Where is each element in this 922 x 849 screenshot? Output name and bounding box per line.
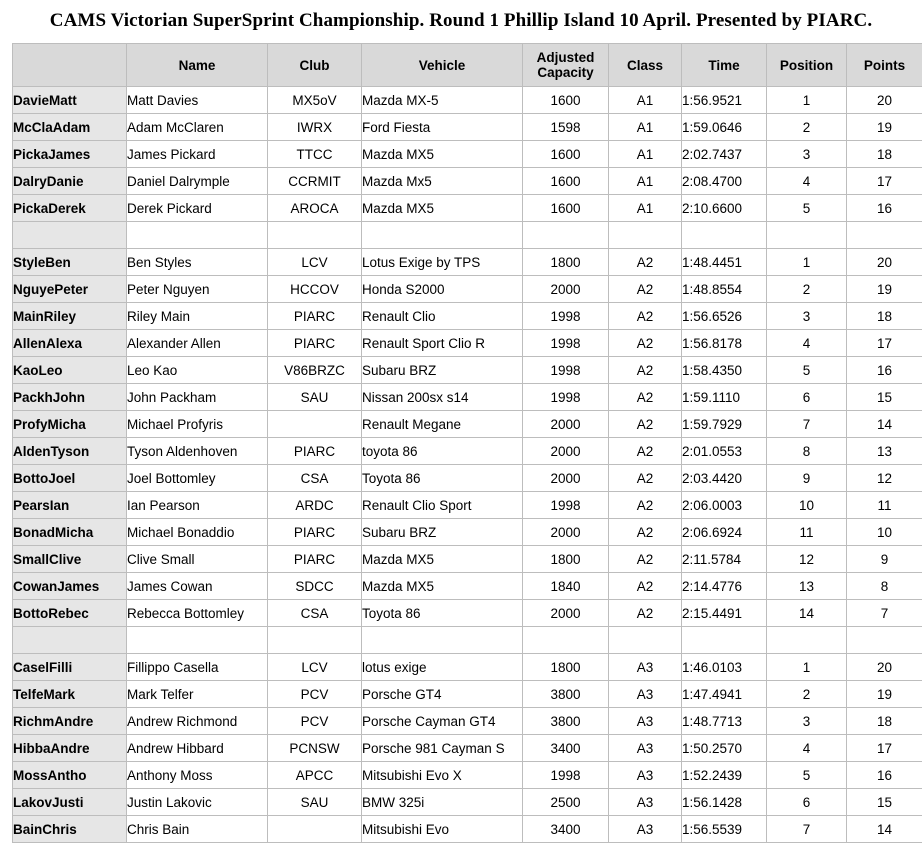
table-row [13, 789, 922, 816]
cell-driver-code: DavieMatt [13, 87, 127, 114]
cell-position: 11 [767, 519, 847, 546]
cell-time: 2:08.4700 [682, 168, 767, 195]
cell-driver-name: Mark Telfer [127, 681, 268, 708]
cell-club: SDCC [268, 573, 362, 600]
cell-class: A2 [609, 276, 682, 303]
cell-points: 14 [847, 411, 922, 438]
cell-driver-name: Anthony Moss [127, 762, 268, 789]
cell-class: A1 [609, 114, 682, 141]
header-id [13, 44, 127, 87]
table-row [13, 114, 922, 141]
cell-time: 1:59.1110 [682, 384, 767, 411]
cell-club: V86BRZC [268, 357, 362, 384]
cell-class: A3 [609, 708, 682, 735]
table-row [13, 519, 922, 546]
cell-points: 12 [847, 465, 922, 492]
cell-points [847, 222, 922, 249]
cell-class: A3 [609, 681, 682, 708]
cell-driver-name: James Cowan [127, 573, 268, 600]
cell-points: 19 [847, 276, 922, 303]
cell-club: LCV [268, 249, 362, 276]
cell-capacity: 3800 [523, 681, 609, 708]
cell-class: A2 [609, 465, 682, 492]
cell-time: 1:48.8554 [682, 276, 767, 303]
cell-class [609, 627, 682, 654]
table-row [13, 546, 922, 573]
table-row [13, 384, 922, 411]
cell-capacity [523, 627, 609, 654]
cell-capacity: 1998 [523, 303, 609, 330]
header-class: Class [609, 44, 682, 87]
cell-class: A2 [609, 519, 682, 546]
cell-class: A2 [609, 357, 682, 384]
cell-vehicle [362, 627, 523, 654]
cell-driver-code: DalryDanie [13, 168, 127, 195]
cell-vehicle: Mazda MX5 [362, 546, 523, 573]
cell-class: A2 [609, 330, 682, 357]
header-points: Points [847, 44, 922, 87]
cell-position: 2 [767, 276, 847, 303]
cell-position: 14 [767, 600, 847, 627]
table-row [13, 168, 922, 195]
cell-driver-name: Michael Profyris [127, 411, 268, 438]
cell-position: 13 [767, 573, 847, 600]
table-row [13, 141, 922, 168]
header-name: Name [127, 44, 268, 87]
cell-position: 3 [767, 141, 847, 168]
cell-time: 2:02.7437 [682, 141, 767, 168]
cell-points [847, 627, 922, 654]
cell-driver-code: HibbaAndre [13, 735, 127, 762]
cell-club: TTCC [268, 141, 362, 168]
cell-class: A2 [609, 303, 682, 330]
cell-class: A3 [609, 789, 682, 816]
cell-driver-name: John Packham [127, 384, 268, 411]
cell-points: 19 [847, 681, 922, 708]
cell-club: PIARC [268, 330, 362, 357]
cell-class: A3 [609, 735, 682, 762]
cell-time: 1:56.9521 [682, 87, 767, 114]
cell-vehicle: lotus exige [362, 654, 523, 681]
cell-points: 14 [847, 816, 922, 843]
cell-vehicle: Mazda MX5 [362, 573, 523, 600]
cell-driver-code: TelfeMark [13, 681, 127, 708]
cell-position: 5 [767, 762, 847, 789]
cell-class: A2 [609, 600, 682, 627]
header-capacity: Adjusted Capacity [523, 44, 609, 87]
cell-capacity: 1800 [523, 249, 609, 276]
cell-capacity: 1600 [523, 168, 609, 195]
cell-driver-name [127, 627, 268, 654]
cell-driver-code: BottoRebec [13, 600, 127, 627]
cell-time: 1:48.7713 [682, 708, 767, 735]
cell-position: 6 [767, 789, 847, 816]
cell-vehicle: Mazda Mx5 [362, 168, 523, 195]
cell-club: APCC [268, 762, 362, 789]
cell-capacity: 1600 [523, 141, 609, 168]
cell-position: 3 [767, 708, 847, 735]
cell-vehicle: Ford Fiesta [362, 114, 523, 141]
cell-driver-code: MainRiley [13, 303, 127, 330]
cell-vehicle: Renault Megane [362, 411, 523, 438]
cell-class: A1 [609, 141, 682, 168]
cell-driver-code: PickaDerek [13, 195, 127, 222]
cell-position: 1 [767, 249, 847, 276]
cell-time: 1:59.0646 [682, 114, 767, 141]
cell-time: 2:15.4491 [682, 600, 767, 627]
cell-class: A1 [609, 87, 682, 114]
cell-time [682, 222, 767, 249]
cell-time: 1:47.4941 [682, 681, 767, 708]
table-row [13, 195, 922, 222]
cell-vehicle: Porsche Cayman GT4 [362, 708, 523, 735]
cell-driver-code: PearsIan [13, 492, 127, 519]
cell-club: PIARC [268, 303, 362, 330]
cell-vehicle: Porsche GT4 [362, 681, 523, 708]
cell-class: A1 [609, 195, 682, 222]
cell-driver-name: Tyson Aldenhoven [127, 438, 268, 465]
cell-time: 2:10.6600 [682, 195, 767, 222]
cell-vehicle: Mazda MX5 [362, 141, 523, 168]
header-position: Position [767, 44, 847, 87]
cell-driver-code: AldenTyson [13, 438, 127, 465]
cell-capacity: 1998 [523, 762, 609, 789]
cell-club [268, 627, 362, 654]
cell-time: 1:46.0103 [682, 654, 767, 681]
cell-vehicle: Renault Clio [362, 303, 523, 330]
cell-time: 1:59.7929 [682, 411, 767, 438]
cell-time [682, 627, 767, 654]
cell-driver-name: Justin Lakovic [127, 789, 268, 816]
cell-points: 8 [847, 573, 922, 600]
cell-driver-code: RichmAndre [13, 708, 127, 735]
cell-vehicle [362, 222, 523, 249]
cell-points: 16 [847, 195, 922, 222]
results-table [12, 43, 922, 843]
cell-capacity: 1598 [523, 114, 609, 141]
cell-driver-name: Derek Pickard [127, 195, 268, 222]
cell-time: 1:56.8178 [682, 330, 767, 357]
cell-capacity: 1998 [523, 384, 609, 411]
cell-capacity: 2000 [523, 276, 609, 303]
table-row [13, 600, 922, 627]
cell-capacity: 1800 [523, 546, 609, 573]
cell-points: 10 [847, 519, 922, 546]
cell-position: 6 [767, 384, 847, 411]
cell-points: 20 [847, 87, 922, 114]
cell-vehicle: Nissan 200sx s14 [362, 384, 523, 411]
table-row [13, 654, 922, 681]
cell-vehicle: Renault Sport Clio R [362, 330, 523, 357]
cell-driver-code: StyleBen [13, 249, 127, 276]
cell-time: 1:56.1428 [682, 789, 767, 816]
cell-time: 1:56.5539 [682, 816, 767, 843]
table-row [13, 708, 922, 735]
cell-driver-name: Chris Bain [127, 816, 268, 843]
cell-vehicle: Mitsubishi Evo [362, 816, 523, 843]
cell-club: CCRMIT [268, 168, 362, 195]
cell-capacity: 1998 [523, 357, 609, 384]
cell-points: 17 [847, 168, 922, 195]
cell-position: 7 [767, 411, 847, 438]
cell-driver-code: BonadMicha [13, 519, 127, 546]
table-row [13, 411, 922, 438]
cell-position: 4 [767, 735, 847, 762]
cell-driver-code: McClaAdam [13, 114, 127, 141]
cell-class: A2 [609, 546, 682, 573]
cell-points: 13 [847, 438, 922, 465]
cell-vehicle: Toyota 86 [362, 465, 523, 492]
cell-position: 2 [767, 681, 847, 708]
table-row [13, 492, 922, 519]
cell-class: A3 [609, 762, 682, 789]
cell-points: 16 [847, 762, 922, 789]
cell-position: 2 [767, 114, 847, 141]
cell-club: CSA [268, 600, 362, 627]
cell-time: 2:11.5784 [682, 546, 767, 573]
cell-class [609, 222, 682, 249]
cell-capacity: 2500 [523, 789, 609, 816]
cell-driver-name: James Pickard [127, 141, 268, 168]
cell-time: 1:56.6526 [682, 303, 767, 330]
cell-class: A3 [609, 816, 682, 843]
cell-class: A2 [609, 249, 682, 276]
cell-position: 10 [767, 492, 847, 519]
cell-driver-code: BottoJoel [13, 465, 127, 492]
cell-capacity: 1998 [523, 330, 609, 357]
cell-points: 16 [847, 357, 922, 384]
table-row [13, 465, 922, 492]
cell-vehicle: Lotus Exige by TPS [362, 249, 523, 276]
cell-class: A2 [609, 438, 682, 465]
spacer-row [13, 627, 922, 654]
header-vehicle: Vehicle [362, 44, 523, 87]
cell-class: A2 [609, 573, 682, 600]
cell-position: 7 [767, 816, 847, 843]
cell-driver-name: Peter Nguyen [127, 276, 268, 303]
cell-driver-code: BainChris [13, 816, 127, 843]
table-row [13, 87, 922, 114]
cell-driver-code: KaoLeo [13, 357, 127, 384]
cell-driver-code: NguyePeter [13, 276, 127, 303]
cell-points: 17 [847, 330, 922, 357]
cell-club: ARDC [268, 492, 362, 519]
cell-vehicle: Mazda MX5 [362, 195, 523, 222]
cell-club: LCV [268, 654, 362, 681]
cell-class: A3 [609, 654, 682, 681]
cell-club: PCV [268, 708, 362, 735]
cell-time: 2:14.4776 [682, 573, 767, 600]
cell-club: CSA [268, 465, 362, 492]
cell-driver-name: Fillippo Casella [127, 654, 268, 681]
cell-driver-name: Andrew Hibbard [127, 735, 268, 762]
table-row [13, 681, 922, 708]
cell-class: A2 [609, 492, 682, 519]
cell-vehicle: Porsche 981 Cayman S [362, 735, 523, 762]
cell-vehicle: toyota 86 [362, 438, 523, 465]
cell-capacity: 2000 [523, 438, 609, 465]
cell-position: 1 [767, 87, 847, 114]
cell-points: 9 [847, 546, 922, 573]
cell-points: 18 [847, 141, 922, 168]
cell-position [767, 627, 847, 654]
cell-points: 7 [847, 600, 922, 627]
cell-driver-code: MossAntho [13, 762, 127, 789]
cell-club: PIARC [268, 438, 362, 465]
cell-class: A2 [609, 411, 682, 438]
cell-position: 4 [767, 168, 847, 195]
cell-capacity [523, 222, 609, 249]
cell-driver-code: PickaJames [13, 141, 127, 168]
cell-driver-name: Ben Styles [127, 249, 268, 276]
cell-driver-code: ProfyMicha [13, 411, 127, 438]
header-row [13, 44, 922, 87]
cell-driver-code: SmallClive [13, 546, 127, 573]
spacer-row [13, 222, 922, 249]
table-row [13, 249, 922, 276]
cell-points: 17 [847, 735, 922, 762]
cell-position: 3 [767, 303, 847, 330]
cell-time: 2:06.0003 [682, 492, 767, 519]
cell-club: HCCOV [268, 276, 362, 303]
cell-capacity: 1600 [523, 195, 609, 222]
cell-time: 2:03.4420 [682, 465, 767, 492]
cell-capacity: 2000 [523, 519, 609, 546]
cell-position: 5 [767, 195, 847, 222]
cell-driver-code: CaselFilli [13, 654, 127, 681]
cell-points: 20 [847, 654, 922, 681]
cell-driver-name: Michael Bonaddio [127, 519, 268, 546]
cell-class: A2 [609, 384, 682, 411]
table-row [13, 438, 922, 465]
table-row [13, 357, 922, 384]
cell-time: 1:48.4451 [682, 249, 767, 276]
cell-capacity: 1840 [523, 573, 609, 600]
cell-position: 9 [767, 465, 847, 492]
cell-driver-name: Leo Kao [127, 357, 268, 384]
cell-club: PIARC [268, 519, 362, 546]
cell-position: 8 [767, 438, 847, 465]
cell-vehicle: Subaru BRZ [362, 357, 523, 384]
header-club: Club [268, 44, 362, 87]
cell-capacity: 2000 [523, 600, 609, 627]
cell-points: 11 [847, 492, 922, 519]
cell-time: 2:06.6924 [682, 519, 767, 546]
header-time: Time [682, 44, 767, 87]
cell-capacity: 1800 [523, 654, 609, 681]
table-row [13, 816, 922, 843]
cell-driver-code: PackhJohn [13, 384, 127, 411]
cell-vehicle: BMW 325i [362, 789, 523, 816]
cell-club: SAU [268, 789, 362, 816]
cell-capacity: 3400 [523, 816, 609, 843]
cell-driver-name: Riley Main [127, 303, 268, 330]
cell-club: IWRX [268, 114, 362, 141]
table-row [13, 735, 922, 762]
cell-driver-name: Rebecca Bottomley [127, 600, 268, 627]
cell-class: A1 [609, 168, 682, 195]
cell-position: 1 [767, 654, 847, 681]
cell-points: 15 [847, 384, 922, 411]
cell-driver-code: CowanJames [13, 573, 127, 600]
cell-time: 1:58.4350 [682, 357, 767, 384]
cell-points: 15 [847, 789, 922, 816]
cell-points: 18 [847, 303, 922, 330]
cell-vehicle: Subaru BRZ [362, 519, 523, 546]
cell-time: 1:50.2570 [682, 735, 767, 762]
table-row [13, 330, 922, 357]
cell-club: AROCA [268, 195, 362, 222]
cell-club [268, 816, 362, 843]
page-title: CAMS Victorian SuperSprint Championship. Round 1 Phillip Island 10 April. Presented by PIARC. [49, 10, 873, 31]
cell-vehicle: Toyota 86 [362, 600, 523, 627]
cell-time: 1:52.2439 [682, 762, 767, 789]
cell-driver-name: Matt Davies [127, 87, 268, 114]
cell-points: 18 [847, 708, 922, 735]
cell-driver-code: LakovJusti [13, 789, 127, 816]
cell-capacity: 2000 [523, 411, 609, 438]
table-row [13, 303, 922, 330]
cell-vehicle: Honda S2000 [362, 276, 523, 303]
cell-driver-name: Joel Bottomley [127, 465, 268, 492]
cell-driver-name: Daniel Dalrymple [127, 168, 268, 195]
cell-vehicle: Renault Clio Sport [362, 492, 523, 519]
table-row [13, 762, 922, 789]
cell-driver-code [13, 222, 127, 249]
cell-time: 2:01.0553 [682, 438, 767, 465]
cell-capacity: 3800 [523, 708, 609, 735]
table-row [13, 573, 922, 600]
cell-capacity: 1998 [523, 492, 609, 519]
cell-club: PCV [268, 681, 362, 708]
cell-club [268, 411, 362, 438]
table-row [13, 276, 922, 303]
cell-driver-name: Ian Pearson [127, 492, 268, 519]
cell-capacity: 3400 [523, 735, 609, 762]
cell-driver-code: AllenAlexa [13, 330, 127, 357]
cell-position: 4 [767, 330, 847, 357]
cell-capacity: 2000 [523, 465, 609, 492]
cell-club: PIARC [268, 546, 362, 573]
cell-driver-name [127, 222, 268, 249]
cell-position: 5 [767, 357, 847, 384]
cell-club: SAU [268, 384, 362, 411]
cell-driver-code [13, 627, 127, 654]
cell-club: MX5oV [268, 87, 362, 114]
cell-driver-name: Adam McClaren [127, 114, 268, 141]
cell-club [268, 222, 362, 249]
cell-club: PCNSW [268, 735, 362, 762]
results-body [13, 87, 922, 843]
cell-driver-name: Clive Small [127, 546, 268, 573]
cell-vehicle: Mitsubishi Evo X [362, 762, 523, 789]
cell-driver-name: Alexander Allen [127, 330, 268, 357]
cell-points: 20 [847, 249, 922, 276]
cell-position: 12 [767, 546, 847, 573]
cell-position [767, 222, 847, 249]
cell-driver-name: Andrew Richmond [127, 708, 268, 735]
cell-points: 19 [847, 114, 922, 141]
cell-vehicle: Mazda MX-5 [362, 87, 523, 114]
cell-capacity: 1600 [523, 87, 609, 114]
